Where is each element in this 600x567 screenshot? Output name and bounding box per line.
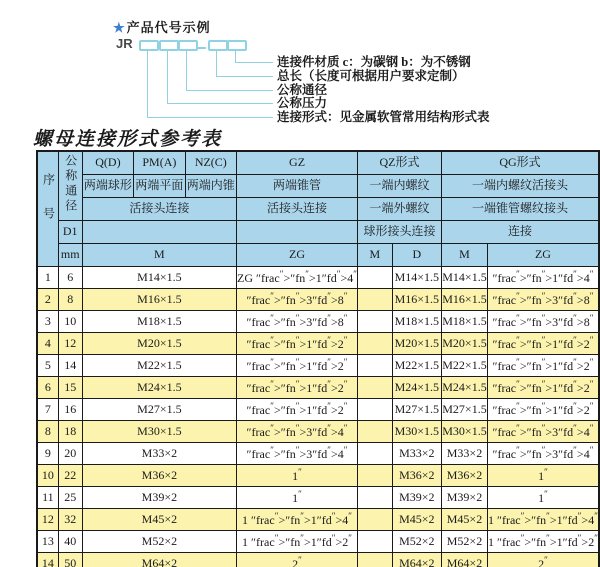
cell-qz-m <box>358 311 393 333</box>
cell-nominal-diameter: 10 <box>58 311 82 333</box>
header-qg-desc: 一端内螺纹活接头 <box>442 175 599 198</box>
cell-qz-m <box>358 421 393 443</box>
cell-qg-m: M36×2 <box>442 465 488 487</box>
cell-nominal-diameter: 20 <box>58 443 82 465</box>
cell-gz-zg: ″frac″>″fn″>3″fd″>8″ <box>237 289 358 311</box>
cell-seq: 11 <box>37 487 58 509</box>
cell-qz-d: M14×1.5 <box>392 267 441 289</box>
cell-qg-m: M30×1.5 <box>442 421 488 443</box>
table-row <box>37 355 599 377</box>
header-qz-d: D <box>392 244 441 267</box>
cell-qg-zg: ″frac″>″fn″>1″fd″>2″ <box>487 399 599 421</box>
code-label-diameter: 公称通径 <box>277 83 328 97</box>
cell-qg-zg: ″frac″>″fn″>1″fd″>2″ <box>487 377 599 399</box>
cell-seq: 6 <box>37 377 58 399</box>
cell-seq: 12 <box>37 509 58 531</box>
table-row <box>37 289 599 311</box>
cell-nominal-diameter: 16 <box>58 399 82 421</box>
table-row <box>37 333 599 355</box>
code-label-length: 总长（长度可根据用户要求定制） <box>277 69 465 83</box>
header-qg-m: M <box>442 244 488 267</box>
cell-m-thread: M18×1.5 <box>82 311 236 333</box>
connector-line-1 <box>147 49 273 118</box>
cell-gz-zg: ″frac″>″fn″>3″fd″>4″ <box>237 421 358 443</box>
header-gz-connection: 活接头连接 <box>237 198 358 221</box>
cell-qz-m <box>358 289 393 311</box>
cell-gz-zg: ″frac″>″fn″>1″fd″>2″ <box>237 399 358 421</box>
header-qz-m: M <box>358 244 393 267</box>
cell-seq: 10 <box>37 465 58 487</box>
cell-qg-m: M52×2 <box>442 531 488 553</box>
cell-qz-m <box>358 531 393 553</box>
cell-seq: 4 <box>37 333 58 355</box>
cell-nominal-diameter: 50 <box>58 553 82 567</box>
header-union-connection: 活接头连接 <box>82 198 236 221</box>
cell-qg-zg: 1 ″frac″>″fn″>1″fd″>4″ <box>487 509 599 531</box>
cell-seq: 8 <box>37 421 58 443</box>
cell-qg-zg: 2″ <box>487 553 599 567</box>
code-label-pressure: 公称压力 <box>277 96 328 110</box>
cell-m-thread: M14×1.5 <box>82 267 236 289</box>
header-mm: mm <box>58 244 82 267</box>
header-qg-desc2: 一端锥管螺纹接头 <box>442 198 599 221</box>
cell-qg-zg: ″frac″>″fn″>1″fd″>2″ <box>487 355 599 377</box>
cell-qz-d: M39×2 <box>392 487 441 509</box>
cell-qz-d: M30×1.5 <box>392 421 441 443</box>
table-row <box>37 443 599 465</box>
header-nz-code: NZ(C) <box>185 151 236 175</box>
table-row <box>37 465 599 487</box>
cell-gz-zg: ″frac″>″fn″>1″fd″>2″ <box>237 333 358 355</box>
table-row <box>37 487 599 509</box>
cell-seq: 13 <box>37 531 58 553</box>
cell-qz-d: M33×2 <box>392 443 441 465</box>
cell-gz-zg: ZG ″frac″>″fn″>1″fd″>4″ <box>237 267 358 289</box>
cell-qg-zg: 1″ <box>487 465 599 487</box>
cell-qz-d: M52×2 <box>392 531 441 553</box>
cell-gz-zg: ″frac″>″fn″>1″fd″>2″ <box>237 355 358 377</box>
cell-m-thread: M20×1.5 <box>82 333 236 355</box>
table-header <box>37 151 599 267</box>
cell-qg-zg: ″frac″>″fn″>1″fd″>2″ <box>487 333 599 355</box>
cell-qz-m <box>358 465 393 487</box>
cell-seq: 1 <box>37 267 58 289</box>
header-qz-connection: 球形接头连接 <box>358 221 442 244</box>
cell-qz-d: M16×1.5 <box>392 289 441 311</box>
header-q-desc: 两端球形 <box>82 175 133 198</box>
cell-nominal-diameter: 22 <box>58 465 82 487</box>
table-body <box>37 267 599 567</box>
cell-gz-zg: 1 ″frac″>″fn″>1″fd″>4″ <box>237 509 358 531</box>
cell-gz-zg: 1″ <box>237 487 358 509</box>
cell-qz-m <box>358 333 393 355</box>
cell-nominal-diameter: 12 <box>58 333 82 355</box>
header-empty-gz <box>237 221 358 244</box>
cell-qg-m: M14×1.5 <box>442 267 488 289</box>
table-title: 螺母连接形式参考表 <box>33 129 223 150</box>
cell-qg-m: M33×2 <box>442 443 488 465</box>
table-row <box>37 267 599 289</box>
cell-nominal-diameter: 14 <box>58 355 82 377</box>
cell-nominal-diameter: 32 <box>58 509 82 531</box>
cell-qg-zg: ″frac″>″fn″>3″fd″>8″ <box>487 311 599 333</box>
cell-qg-m: M22×1.5 <box>442 355 488 377</box>
header-gz-desc: 两端锥管 <box>237 175 358 198</box>
header-qz-desc: 一端内螺纹 <box>358 175 442 198</box>
code-label-connection: 连接形式：见金属软管常用结构形式表 <box>277 110 490 124</box>
cell-seq: 14 <box>37 553 58 567</box>
table-row <box>37 311 599 333</box>
cell-seq: 5 <box>37 355 58 377</box>
cell-qz-m <box>358 509 393 531</box>
header-d1: D1 <box>58 221 82 244</box>
table-row <box>37 509 599 531</box>
cell-gz-zg: 1 ″frac″>″fn″>1″fd″>2″ <box>237 531 358 553</box>
cell-m-thread: M52×2 <box>82 531 236 553</box>
cell-m-thread: M64×2 <box>82 553 236 567</box>
cell-qz-m <box>358 487 393 509</box>
cell-qz-d: M36×2 <box>392 465 441 487</box>
cell-qz-d: M20×1.5 <box>392 333 441 355</box>
cell-qg-m: M24×1.5 <box>442 377 488 399</box>
diagram-title <box>113 17 211 36</box>
cell-qg-zg: 1″ <box>487 487 599 509</box>
header-qz-code: QZ形式 <box>358 151 442 175</box>
cell-qz-d: M22×1.5 <box>392 355 441 377</box>
cell-qz-d: M27×1.5 <box>392 399 441 421</box>
cell-m-thread: M16×1.5 <box>82 289 236 311</box>
header-m: M <box>82 244 236 267</box>
cell-m-thread: M36×2 <box>82 465 236 487</box>
header-empty-union <box>82 221 236 244</box>
cell-qg-zg: ″frac″>″fn″>3″fd″>4″ <box>487 421 599 443</box>
cell-seq: 3 <box>37 311 58 333</box>
cell-gz-zg: 2″ <box>237 553 358 567</box>
cell-nominal-diameter: 18 <box>58 421 82 443</box>
nut-connection-table <box>36 150 600 567</box>
cell-m-thread: M33×2 <box>82 443 236 465</box>
header-gz-code: GZ <box>237 151 358 175</box>
cell-qz-d: M24×1.5 <box>392 377 441 399</box>
cell-qg-zg: 1 ″frac″>″fn″>1″fd″>2″ <box>487 531 599 553</box>
header-zg: ZG <box>237 244 358 267</box>
header-nz-desc: 两端内锥 <box>185 175 236 198</box>
cell-gz-zg: ″frac″>″fn″>3″fd″>4″ <box>237 443 358 465</box>
table-row <box>37 377 599 399</box>
cell-nominal-diameter: 6 <box>58 267 82 289</box>
table-row <box>37 421 599 443</box>
header-qg-connection: 连接 <box>442 221 599 244</box>
header-qg-zg: ZG <box>487 244 599 267</box>
cell-seq: 9 <box>37 443 58 465</box>
header-pm-desc: 两端平面 <box>134 175 185 198</box>
cell-qz-d: M18×1.5 <box>392 311 441 333</box>
cell-gz-zg: 1″ <box>237 465 358 487</box>
cell-m-thread: M22×1.5 <box>82 355 236 377</box>
cell-gz-zg: ″frac″>″fn″>3″fd″>8″ <box>237 311 358 333</box>
cell-m-thread: M24×1.5 <box>82 377 236 399</box>
cell-nominal-diameter: 25 <box>58 487 82 509</box>
cell-seq: 2 <box>37 289 58 311</box>
cell-m-thread: M39×2 <box>82 487 236 509</box>
header-pm-code: PM(A) <box>134 151 185 175</box>
cell-qg-m: M45×2 <box>442 509 488 531</box>
cell-qz-m <box>358 377 393 399</box>
cell-m-thread: M30×1.5 <box>82 421 236 443</box>
header-qg-code: QG形式 <box>442 151 599 175</box>
cell-qz-d: M45×2 <box>392 509 441 531</box>
cell-qz-d: M64×2 <box>392 553 441 567</box>
header-nominal-diameter: 公称通径 <box>58 151 82 221</box>
cell-gz-zg: ″frac″>″fn″>1″fd″>2″ <box>237 377 358 399</box>
cell-m-thread: M27×1.5 <box>82 399 236 421</box>
table-row <box>37 399 599 421</box>
table-row <box>37 531 599 553</box>
cell-nominal-diameter: 15 <box>58 377 82 399</box>
cell-qg-zg: ″frac″>″fn″>3″fd″>8″ <box>487 289 599 311</box>
cell-qz-m <box>358 399 393 421</box>
cell-nominal-diameter: 8 <box>58 289 82 311</box>
cell-nominal-diameter: 40 <box>58 531 82 553</box>
cell-qz-m <box>358 443 393 465</box>
code-dash <box>197 39 206 49</box>
cell-m-thread: M45×2 <box>82 509 236 531</box>
cell-qg-m: M39×2 <box>442 487 488 509</box>
header-seq: 序号 <box>37 151 58 267</box>
code-label-material: 连接件材质 c：为碳钢 b：为不锈钢 <box>277 55 471 69</box>
cell-qz-m <box>358 553 393 567</box>
cell-qg-m: M27×1.5 <box>442 399 488 421</box>
cell-qg-m: M18×1.5 <box>442 311 488 333</box>
cell-qg-m: M64×2 <box>442 553 488 567</box>
cell-qg-zg: ″frac″>″fn″>1″fd″>4″ <box>487 267 599 289</box>
cell-seq: 7 <box>37 399 58 421</box>
cell-qg-m: M16×1.5 <box>442 289 488 311</box>
header-q-code: Q(D) <box>82 151 133 175</box>
header-qz-desc2: 一端外螺纹 <box>358 198 442 221</box>
star-icon: ★ <box>113 20 126 35</box>
cell-qz-m <box>358 355 393 377</box>
diagram-title-text: 产品代号示例 <box>126 20 211 35</box>
cell-qg-m: M20×1.5 <box>442 333 488 355</box>
table-row <box>37 553 599 567</box>
cell-qg-zg: ″frac″>″fn″>3″fd″>4″ <box>487 443 599 465</box>
cell-qz-m <box>358 267 393 289</box>
code-prefix: JR <box>116 36 133 51</box>
